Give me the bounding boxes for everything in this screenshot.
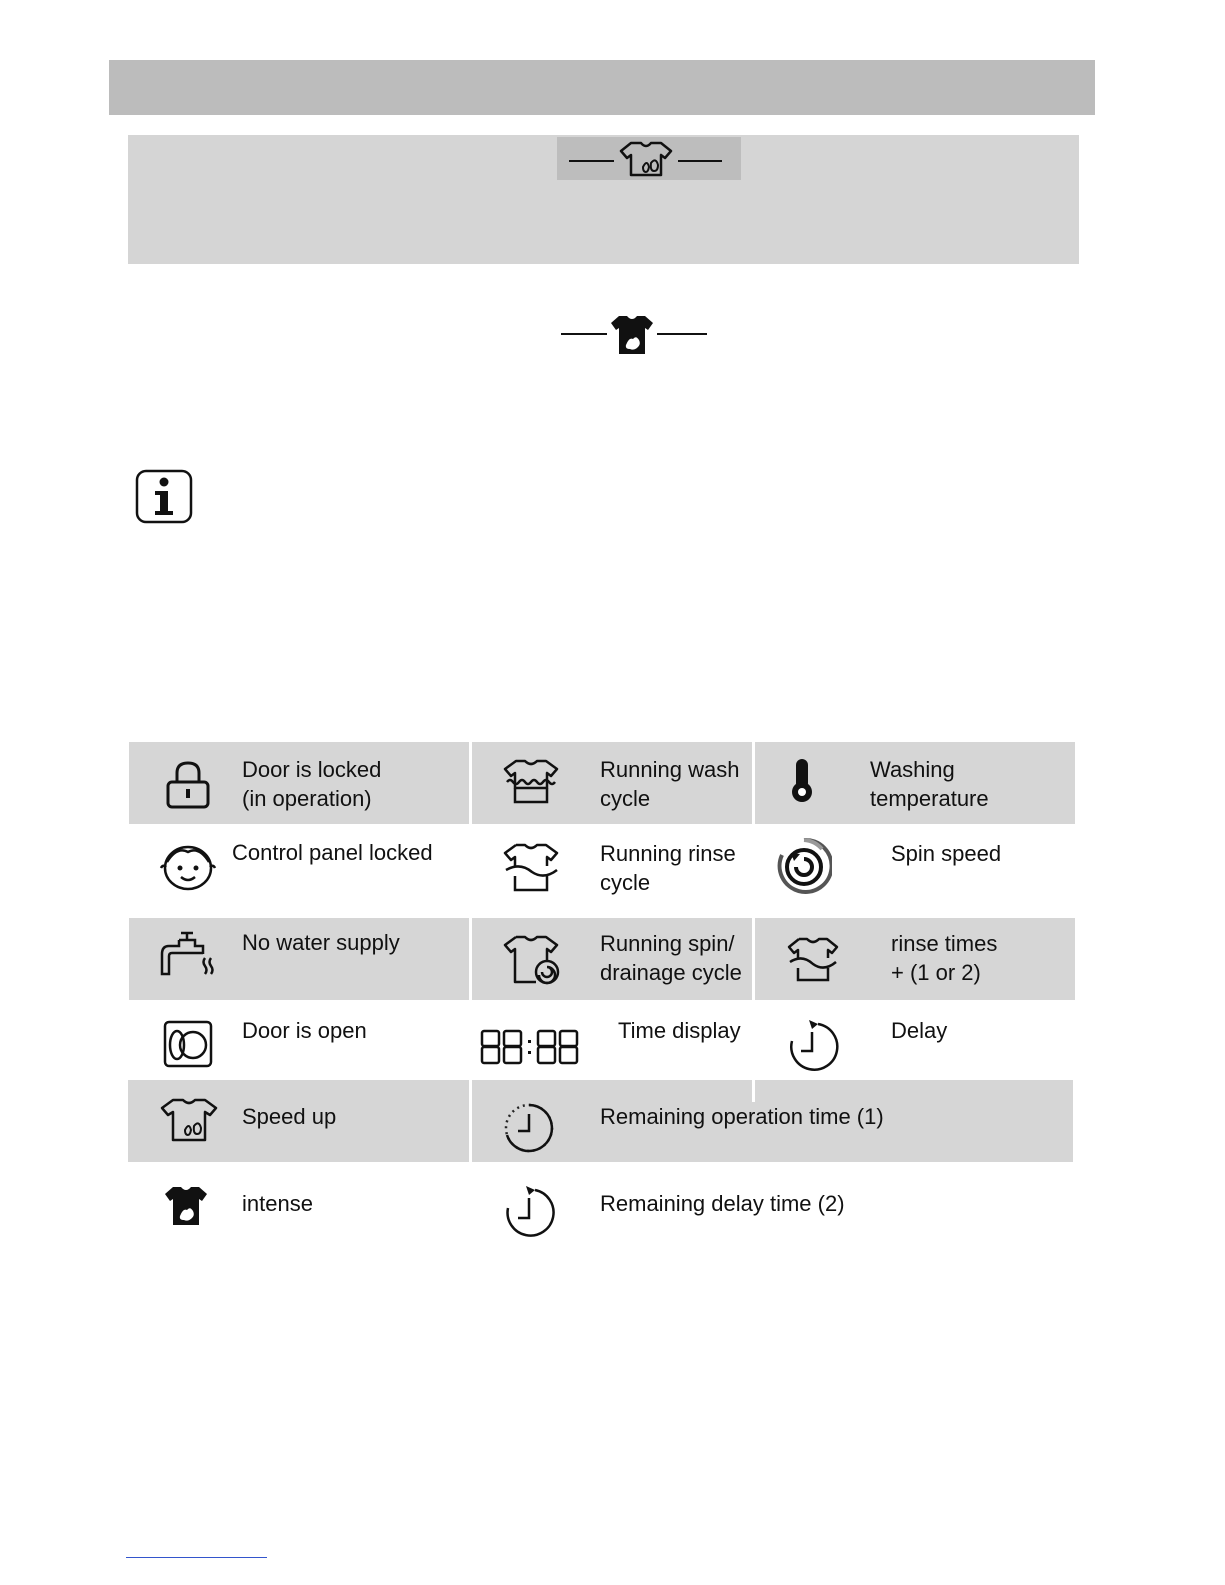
column-separator bbox=[469, 918, 472, 1000]
remaining-operation-clock-icon bbox=[500, 1100, 558, 1156]
lock-icon bbox=[164, 760, 212, 810]
remaining-delay-clock-icon bbox=[500, 1184, 558, 1240]
running-wash-label: Running wash cycle bbox=[600, 757, 740, 811]
intense-icon bbox=[609, 313, 655, 357]
speed-up-line-right bbox=[678, 160, 722, 162]
intense-icon bbox=[163, 1184, 209, 1228]
spin-speed-icon bbox=[776, 837, 832, 895]
remaining-operation-label: Remaining operation time (1) bbox=[600, 1104, 884, 1129]
rinse-cycle-icon bbox=[502, 842, 560, 894]
door-locked-label: Door is locked (in operation) bbox=[242, 757, 382, 811]
washing-temperature-label: Washing temperature bbox=[870, 757, 989, 811]
intense-line-left bbox=[561, 333, 607, 335]
info-icon bbox=[135, 469, 193, 524]
remaining-delay-label: Remaining delay time (2) bbox=[600, 1191, 845, 1216]
intense-label: intense bbox=[242, 1191, 313, 1216]
column-separator bbox=[469, 742, 472, 824]
delay-label: Delay bbox=[891, 1018, 948, 1043]
time-display-label: Time display bbox=[618, 1018, 741, 1043]
speed-up-icon bbox=[617, 139, 675, 179]
spin-drain-icon bbox=[502, 934, 562, 986]
water-tap-icon bbox=[159, 930, 217, 978]
column-separator bbox=[752, 918, 755, 1000]
column-separator bbox=[469, 1080, 472, 1162]
section-header-bar bbox=[109, 60, 1095, 115]
rinse-times-icon bbox=[786, 936, 840, 984]
intense-line-right bbox=[657, 333, 707, 335]
speed-up-icon bbox=[158, 1096, 220, 1144]
running-spin-label: Running spin/ drainage cycle bbox=[600, 931, 742, 985]
running-rinse-label: Running rinse cycle bbox=[600, 841, 736, 895]
time-display-icon bbox=[480, 1028, 580, 1066]
column-separator-stub bbox=[752, 1080, 755, 1102]
door-open-label: Door is open bbox=[242, 1018, 367, 1043]
column-separator bbox=[752, 742, 755, 824]
footer-rule bbox=[126, 1557, 267, 1558]
rinse-times-label: rinse times + (1 or 2) bbox=[891, 931, 998, 985]
door-open-icon bbox=[161, 1019, 215, 1069]
speed-up-line-left bbox=[569, 160, 614, 162]
wash-cycle-icon bbox=[502, 758, 560, 806]
child-face-icon bbox=[157, 840, 219, 892]
no-water-label: No water supply bbox=[242, 930, 400, 955]
spin-speed-label: Spin speed bbox=[891, 841, 1002, 866]
speed-up-label: Speed up bbox=[242, 1104, 337, 1129]
control-panel-locked-label: Control panel locked bbox=[232, 840, 433, 865]
delay-clock-icon bbox=[784, 1018, 840, 1074]
thermometer-icon bbox=[787, 757, 817, 805]
